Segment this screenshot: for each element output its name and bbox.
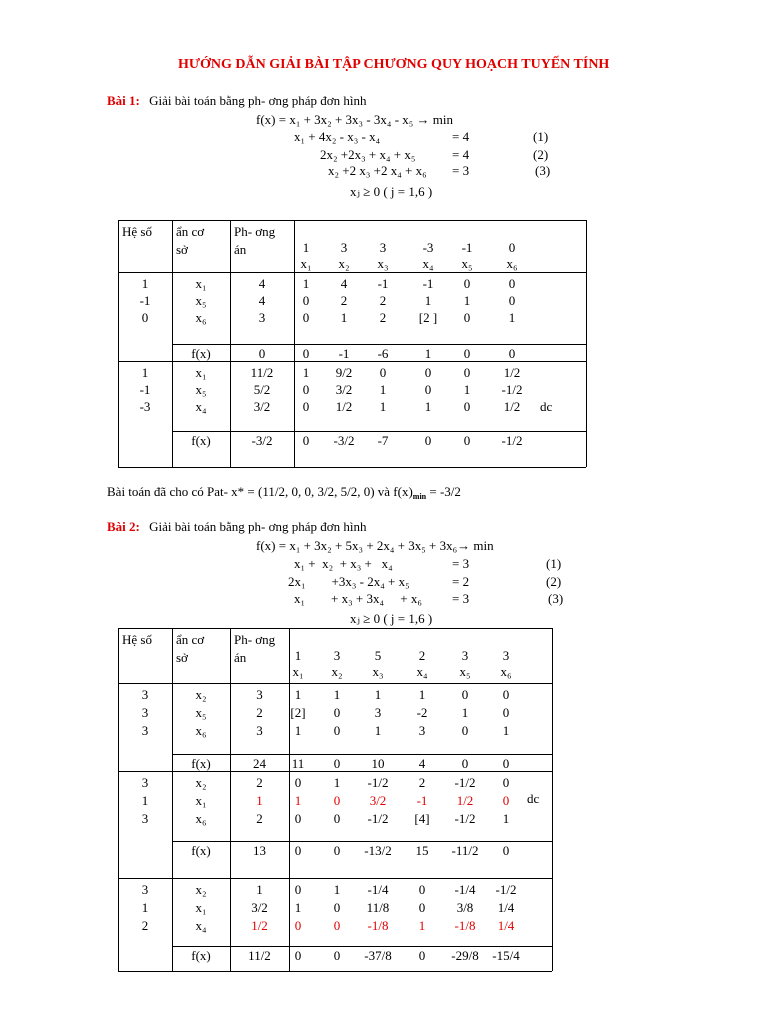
tableau-value: [2]	[290, 705, 306, 720]
tableau-value: 1/2	[335, 399, 353, 414]
bai1-constraint-2-rhs: = 4	[452, 147, 470, 162]
tableau-value: 1	[294, 687, 302, 702]
bai1-constraint-3-num: (3)	[535, 163, 551, 178]
table-rule	[172, 754, 552, 755]
bai2-constraint-3: x₁ + x₃ + 3x₄ + x₆	[294, 591, 422, 606]
tableau-value: 0	[418, 900, 426, 915]
tableau-value: 0	[333, 793, 341, 808]
bai1-intro: Giải bài toán bằng ph- ơng pháp đơn hình	[149, 93, 367, 108]
tableau-value: 0	[463, 310, 471, 325]
table-rule	[118, 628, 552, 629]
tableau-value: 0	[508, 293, 516, 308]
tableau-value: 4	[340, 276, 348, 291]
bai1-constraint-2: 2x₂ +2x₃ + x₄ + x₅	[320, 147, 416, 162]
tableau-value: 1/2	[503, 365, 521, 380]
basis-coefficient: 3	[141, 705, 149, 720]
plan-value: 1/2	[251, 918, 268, 933]
tableau-value: -1/4	[454, 882, 476, 897]
tableau-value: 1	[294, 793, 302, 808]
tableau-value: -1/2	[495, 882, 517, 897]
bai2-constraint-2-num: (2)	[546, 574, 562, 589]
cost-coefficient: -3	[422, 240, 434, 255]
tableau-value: 9/2	[335, 365, 353, 380]
header-ancoso: sở	[176, 242, 188, 257]
basis-variable: x₄	[195, 918, 207, 933]
table-rule	[118, 272, 586, 273]
bai1-constraint-2-num: (2)	[533, 147, 549, 162]
reduced-cost: 0	[461, 756, 469, 771]
variable-label: x₄	[416, 664, 428, 679]
tableau-value: 0	[461, 687, 469, 702]
tableau-value: 2	[418, 775, 426, 790]
fx-plan-value: -3/2	[251, 433, 273, 448]
tableau-value: 0	[502, 775, 510, 790]
tableau-value: 1/4	[497, 900, 515, 915]
tableau-value: 3/2	[335, 382, 353, 397]
cost-coefficient: 3	[502, 648, 510, 663]
tableau-value: 0	[502, 793, 510, 808]
bai1-constraint-3: x₂ +2 x₃ +2 x₄ + x₆	[328, 163, 427, 178]
tableau-value: 0	[424, 365, 432, 380]
table-rule	[586, 220, 587, 467]
header-phuongan: án	[234, 650, 247, 665]
tableau-value: 1	[302, 276, 310, 291]
reduced-cost: 4	[418, 756, 426, 771]
bai2-intro: Giải bài toán bằng ph- ơng pháp đơn hình	[149, 519, 367, 534]
fx-plan-value: 13	[253, 843, 266, 858]
basis-variable: x₆	[195, 723, 207, 738]
variable-label: x₂	[331, 664, 343, 679]
reduced-cost: 15	[415, 843, 429, 858]
bai1-constraint-1-rhs: = 4	[452, 129, 470, 144]
fx-label: f(x)	[191, 346, 211, 361]
header-phuongan: Ph- ơng	[234, 224, 276, 239]
tableau-value: 0	[333, 705, 341, 720]
dc-label: dc	[527, 791, 540, 806]
basis-coefficient: 1	[141, 365, 149, 380]
tableau-value: 1	[374, 723, 382, 738]
tableau-value: 1	[418, 687, 426, 702]
cost-coefficient: 3	[379, 240, 387, 255]
bai1-conclusion-text: Bài toán đã cho có Pat- x* = (11/2, 0, 0, 3/2, 5/2, 0) và f(x)	[107, 484, 413, 499]
tableau-value: -1	[422, 276, 434, 291]
tableau-value: 0	[294, 811, 302, 826]
tableau-value: 0	[424, 382, 432, 397]
reduced-cost: 0	[463, 346, 471, 361]
tableau-value: 0	[502, 705, 510, 720]
tableau-value: 1	[418, 918, 426, 933]
tableau-value: -1/2	[367, 775, 389, 790]
basis-variable: x₁	[195, 276, 207, 291]
bai1-heading	[107, 93, 367, 109]
basis-coefficient: 0	[141, 310, 149, 325]
tableau-value: 0	[294, 775, 302, 790]
variable-label: x₄	[422, 256, 434, 271]
reduced-cost: -1	[338, 346, 350, 361]
table-rule	[172, 946, 552, 947]
variable-label: x₃	[377, 256, 389, 271]
tableau-value: -1/2	[367, 811, 389, 826]
plan-value: 2	[256, 775, 263, 790]
plan-value: 2	[256, 811, 263, 826]
plan-value: 3/2	[253, 399, 271, 414]
fx-plan-value: 11/2	[248, 948, 271, 963]
basis-variable: x₁	[195, 900, 207, 915]
variable-label: x₂	[338, 256, 350, 271]
reduced-cost: 0	[294, 843, 302, 858]
dc-label: dc	[540, 399, 553, 414]
reduced-cost: 0	[302, 346, 310, 361]
tableau-value: 1	[463, 382, 471, 397]
tableau-value: 0	[294, 882, 302, 897]
tableau-value: [2 ]	[418, 310, 438, 325]
tableau-value: [4]	[414, 811, 430, 826]
bai1-conclusion-sub: min	[412, 492, 427, 501]
plan-value: 4	[258, 293, 266, 308]
reduced-cost: -13/2	[364, 843, 392, 858]
plan-value: 4	[258, 276, 266, 291]
table-rule	[172, 628, 173, 971]
tableau-value: 1	[379, 382, 387, 397]
reduced-cost: -1/2	[501, 433, 523, 448]
reduced-cost: -3/2	[333, 433, 355, 448]
reduced-cost: 0	[418, 948, 426, 963]
fx-label: f(x)	[191, 948, 211, 963]
tableau-value: -2	[416, 705, 428, 720]
cost-coefficient: 1	[302, 240, 310, 255]
tableau-value: 1	[502, 811, 510, 826]
cost-coefficient: 3	[340, 240, 348, 255]
basis-variable: x₅	[195, 293, 207, 308]
tableau-value: 0	[461, 723, 469, 738]
basis-variable: x₂	[195, 687, 207, 702]
plan-value: 3	[256, 687, 263, 702]
basis-variable: x₁	[195, 793, 207, 808]
bai1-constraint-1: x₁ + 4x₂ - x₃ - x₄	[294, 129, 381, 144]
tableau-value: 0	[463, 399, 471, 414]
reduced-cost: -37/8	[364, 948, 392, 963]
tableau-value: 1	[333, 775, 341, 790]
cost-coefficient: 5	[374, 648, 382, 663]
basis-coefficient: 3	[141, 811, 149, 826]
basis-variable: x₂	[195, 882, 207, 897]
plan-value: 3/2	[251, 900, 268, 915]
tableau-value: 1/4	[497, 918, 515, 933]
basis-variable: x₅	[195, 382, 207, 397]
tableau-value: 0	[463, 276, 471, 291]
bai2-constraint-2-rhs: = 2	[452, 574, 470, 589]
bai1-conclusion-end: = -3/2	[426, 484, 461, 499]
table-rule	[118, 220, 586, 221]
tableau-value: 0	[379, 365, 387, 380]
tableau-value: 2	[379, 310, 387, 325]
reduced-cost: 1	[424, 346, 432, 361]
basis-coefficient: 3	[141, 882, 149, 897]
tableau-value: 0	[294, 918, 302, 933]
tableau-value: 1	[294, 900, 302, 915]
tableau-value: -1/2	[501, 382, 523, 397]
plan-value: 2	[256, 705, 263, 720]
tableau-value: 2	[340, 293, 348, 308]
fx-plan-value: 24	[253, 756, 266, 771]
tableau-value: -1/8	[454, 918, 476, 933]
reduced-cost: 0	[463, 433, 471, 448]
plan-value: 1	[256, 882, 263, 897]
tableau-value: -1	[377, 276, 389, 291]
tableau-value: 1	[379, 399, 387, 414]
table-rule	[118, 683, 552, 684]
reduced-cost: -29/8	[451, 948, 479, 963]
bai2-label: Bài 2:	[107, 519, 140, 534]
tableau-value: 1	[340, 310, 348, 325]
tableau-value: 0	[333, 900, 341, 915]
tableau-value: 1	[424, 399, 432, 414]
plan-value: 3	[258, 310, 266, 325]
reduced-cost: -15/4	[492, 948, 520, 963]
bai2-nonneg: xⱼ ≥ 0 ( j = 1,6 )	[350, 611, 433, 626]
reduced-cost: -11/2	[451, 843, 479, 858]
tableau-value: 3/8	[456, 900, 474, 915]
bai1-label: Bài 1:	[107, 93, 140, 108]
header-phuongan: án	[234, 242, 247, 257]
tableau-value: 1	[302, 365, 310, 380]
cost-coefficient: 0	[508, 240, 516, 255]
basis-coefficient: 1	[141, 793, 149, 808]
tableau-value: 0	[418, 882, 426, 897]
bai1-conclusion	[107, 484, 461, 500]
plan-value: 3	[256, 723, 263, 738]
bai1-constraint-3-rhs: = 3	[452, 163, 470, 178]
reduced-cost: 10	[371, 756, 385, 771]
fx-label: f(x)	[191, 756, 211, 771]
header-heso: Hệ số	[122, 632, 152, 647]
plan-value: 11/2	[250, 365, 274, 380]
tableau-value: -1/4	[367, 882, 389, 897]
reduced-cost: 0	[294, 948, 302, 963]
tableau-value: 1	[461, 705, 469, 720]
variable-label: x₅	[461, 256, 473, 271]
tableau-value: 0	[302, 382, 310, 397]
variable-label: x₃	[372, 664, 384, 679]
variable-label: x₁	[300, 256, 312, 271]
table-rule	[552, 628, 553, 971]
bai2-constraint-1: x₁ + x₂ + x₃ + x₄	[294, 556, 393, 571]
table-rule	[172, 344, 586, 345]
tableau-value: 0	[508, 276, 516, 291]
tableau-value: 2	[379, 293, 387, 308]
basis-coefficient: 3	[141, 775, 149, 790]
header-phuongan: Ph- ơng	[234, 632, 276, 647]
table-rule	[118, 467, 586, 468]
tableau-value: 1	[333, 687, 341, 702]
bai1-objective: f(x) = x₁ + 3x₂ + 3x₃ - 3x₄ - x₅ → min	[256, 112, 454, 127]
basis-coefficient: -3	[139, 399, 151, 414]
basis-coefficient: 1	[141, 276, 149, 291]
bai2-constraint-2: 2x₁ +3x₃ - 2x₄ + x₅	[288, 574, 410, 589]
reduced-cost: 11	[291, 756, 305, 771]
basis-coefficient: 3	[141, 687, 149, 702]
reduced-cost: 0	[333, 948, 341, 963]
page-title: HƯỚNG DẪN GIẢI BÀI TẬP CHƯƠNG QUY HOẠCH TUYẾN TÍNH	[178, 57, 610, 72]
bai2-constraint-1-num: (1)	[546, 556, 562, 571]
tableau-value: 11/8	[366, 900, 390, 915]
bai2-constraint-3-rhs: = 3	[452, 591, 470, 606]
header-heso: Hệ số	[122, 224, 152, 239]
basis-variable: x₆	[195, 811, 207, 826]
tableau-value: 1	[294, 723, 302, 738]
fx-label: f(x)	[191, 433, 211, 448]
reduced-cost: 0	[302, 433, 310, 448]
reduced-cost: -6	[377, 346, 389, 361]
reduced-cost: 0	[333, 756, 341, 771]
bai2-objective: f(x) = x₁ + 3x₂ + 5x₃ + 2x₄ + 3x₅ + 3x₆→ min	[256, 538, 494, 553]
table-rule	[118, 361, 586, 362]
tableau-value: 0	[302, 293, 310, 308]
table-rule	[118, 628, 119, 971]
table-rule	[172, 841, 552, 842]
basis-coefficient: -1	[139, 382, 151, 397]
basis-variable: x₆	[195, 310, 207, 325]
table-rule	[118, 771, 552, 772]
tableau-value: 0	[502, 687, 510, 702]
bai1-nonneg: xⱼ ≥ 0 ( j = 1,6 )	[350, 184, 433, 199]
cost-coefficient: 2	[418, 648, 426, 663]
reduced-cost: 0	[424, 433, 432, 448]
tableau-value: 0	[302, 399, 310, 414]
basis-coefficient: 2	[141, 918, 149, 933]
tableau-value: 0	[302, 310, 310, 325]
tableau-value: 1/2	[503, 399, 521, 414]
basis-coefficient: -1	[139, 293, 151, 308]
tableau-value: -1	[416, 793, 428, 808]
plan-value: 5/2	[253, 382, 271, 397]
variable-label: x₆	[506, 256, 518, 271]
cost-coefficient: 1	[294, 648, 302, 663]
tableau-value: 1	[424, 293, 432, 308]
bai1-constraint-1-num: (1)	[533, 129, 549, 144]
variable-label: x₆	[500, 664, 512, 679]
basis-coefficient: 3	[141, 723, 149, 738]
cost-coefficient: -1	[461, 240, 473, 255]
reduced-cost: 0	[508, 346, 516, 361]
basis-coefficient: 1	[141, 900, 149, 915]
tableau-value: -1/2	[454, 811, 476, 826]
tableau-value: 0	[333, 811, 341, 826]
header-ancoso: ẩn cơ	[176, 632, 205, 647]
tableau-value: 1	[374, 687, 382, 702]
cost-coefficient: 3	[333, 648, 341, 663]
reduced-cost: 0	[502, 843, 510, 858]
tableau-value: 1	[508, 310, 516, 325]
variable-label: x₅	[459, 664, 471, 679]
variable-label: x₁	[292, 664, 304, 679]
table-rule	[118, 971, 552, 972]
tableau-value: 3/2	[369, 793, 387, 808]
tableau-value: 3	[374, 705, 382, 720]
table-rule	[118, 220, 119, 467]
header-ancoso: ẩn cơ	[176, 224, 205, 239]
tableau-value: 1	[333, 882, 341, 897]
tableau-value: 1	[463, 293, 471, 308]
tableau-value: 1	[502, 723, 510, 738]
table-rule	[172, 431, 586, 432]
tableau-value: -1/8	[367, 918, 389, 933]
header-ancoso: sở	[176, 650, 188, 665]
basis-variable: x₂	[195, 775, 207, 790]
basis-variable: x₁	[195, 365, 207, 380]
reduced-cost: -7	[377, 433, 389, 448]
cost-coefficient: 3	[461, 648, 469, 663]
basis-variable: x₄	[195, 399, 207, 414]
reduced-cost: 0	[502, 756, 510, 771]
bai2-heading	[107, 519, 367, 535]
table-rule	[230, 628, 231, 971]
table-rule	[118, 878, 552, 879]
basis-variable: x₅	[195, 705, 207, 720]
fx-label: f(x)	[191, 843, 211, 858]
tableau-value: 3	[418, 723, 426, 738]
tableau-value: 1/2	[456, 793, 474, 808]
reduced-cost: 0	[333, 843, 341, 858]
tableau-value: 0	[333, 918, 341, 933]
plan-value: 1	[256, 793, 263, 808]
tableau-value: -1/2	[454, 775, 476, 790]
fx-plan-value: 0	[258, 346, 266, 361]
bai2-constraint-1-rhs: = 3	[452, 556, 470, 571]
tableau-value: 0	[333, 723, 341, 738]
tableau-value: 0	[463, 365, 471, 380]
bai2-constraint-3-num: (3)	[548, 591, 564, 606]
